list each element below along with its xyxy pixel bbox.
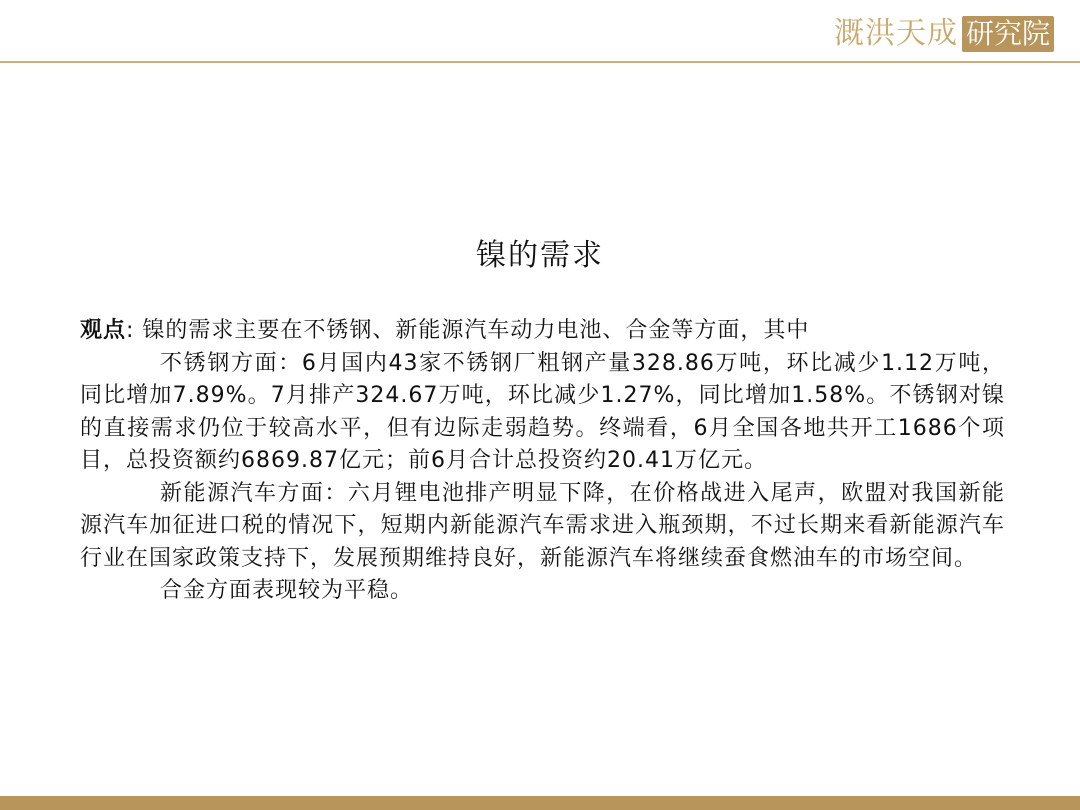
header-divider [0,61,1080,63]
footer-bar [0,796,1080,810]
slide-body [80,315,1005,608]
nev-paragraph: 新能源汽车方面：六月锂电池排产明显下降，在价格战进入尾声，欧盟对我国新能源汽车加征进口税的情况下，短期内新能源汽车需求进入瓶颈期，不过长期来看新能源汽车行业在国家政策支持下，发展预期维持良好，新能源汽车将继续蚕食燃油车的市场空间。 [80,480,1005,571]
intro-paragraph [80,315,1005,348]
alloy-paragraph: 合金方面表现较为平稳。 [160,578,414,603]
intro-label: 观点 [80,318,127,343]
company-logo [834,14,1054,54]
intro-text: : 镍的需求主要在不锈钢、新能源汽车动力电池、合金等方面，其中 [126,318,810,343]
slide-title: 镍的需求 [476,238,604,273]
logo-text: 溉洪天成 [833,16,958,51]
logo-box: 研究院 [962,16,1054,52]
stainless-paragraph: 不锈钢方面：6月国内43家不锈钢厂粗钢产量328.86万吨，环比减少1.12万吨，同比增加7.89%。7月排产324.67万吨，环比减少1.27%，同比增加1.58%。不锈钢对镍的直接需求仍位于较高水平，但有边际走弱趋势。终端看，6月全国各地共开工1686个项目，总投资额约6869.87亿元；前6月合计总投资约20.41万亿元。 [80,350,1005,473]
